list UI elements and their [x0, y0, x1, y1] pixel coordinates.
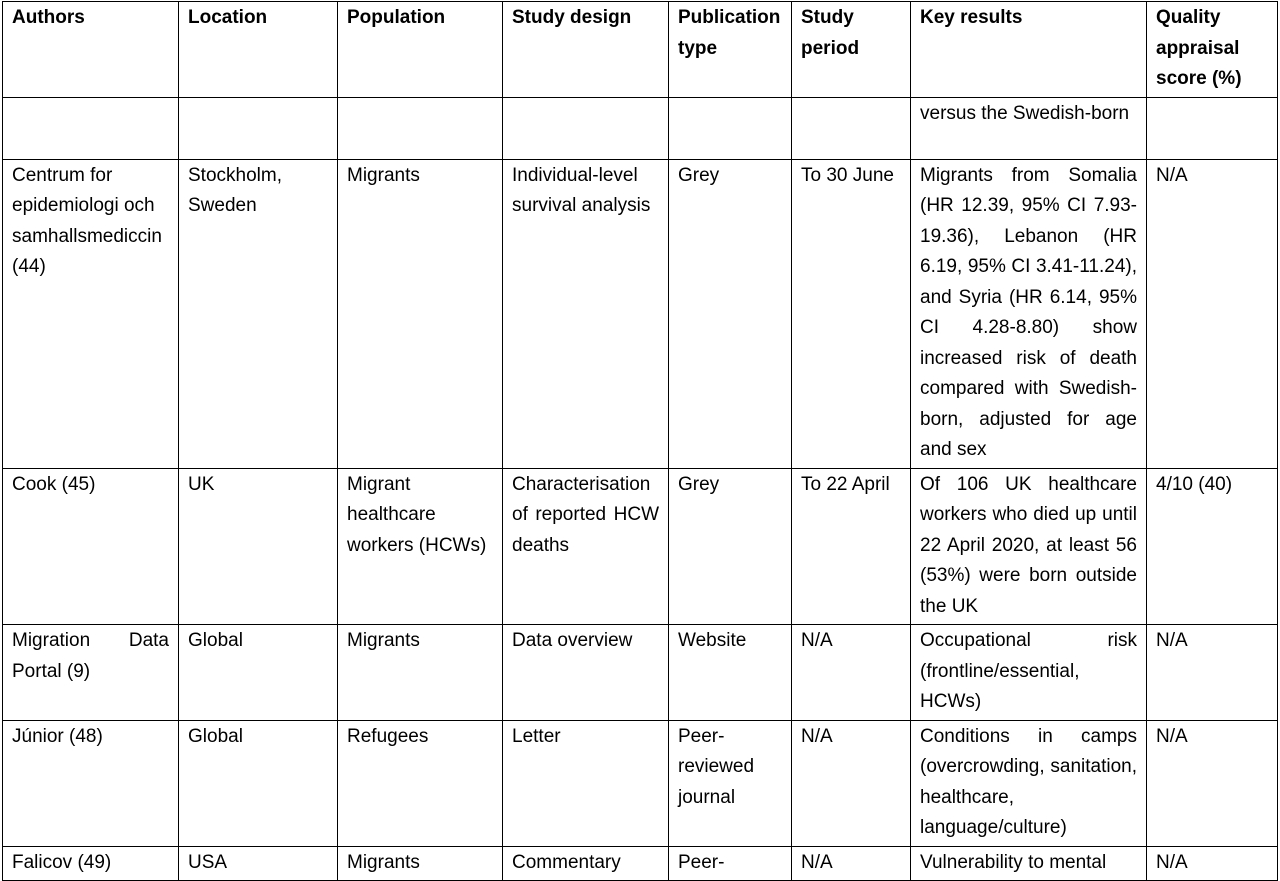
cell-population: Migrants	[338, 846, 503, 881]
header-location: Location	[179, 2, 338, 98]
header-authors: Authors	[3, 2, 179, 98]
table-row	[3, 159, 1278, 468]
header-publication-type: Publication type	[669, 2, 792, 98]
cell-study-period: To 22 April	[792, 468, 911, 625]
cell-key-results: Vulnerability to mental	[911, 846, 1147, 881]
cell-authors: Falicov (49)	[3, 846, 179, 881]
cell-quality-score	[1147, 97, 1278, 159]
header-study-period: Study period	[792, 2, 911, 98]
literature-review-table	[2, 1, 1278, 881]
header-quality-score: Quality appraisal score (%)	[1147, 2, 1278, 98]
cell-key-results: versus the Swedish-born	[911, 97, 1147, 159]
cell-publication-type: Grey	[669, 468, 792, 625]
cell-population: Migrant healthcare workers (HCWs)	[338, 468, 503, 625]
cell-study-design: Characterisation of reported HCW deaths	[503, 468, 669, 625]
table-row	[3, 720, 1278, 846]
cell-population	[338, 97, 503, 159]
cell-study-period: N/A	[792, 625, 911, 721]
cell-authors: Cook (45)	[3, 468, 179, 625]
cell-study-design: Letter	[503, 720, 669, 846]
cell-study-design: Data overview	[503, 625, 669, 721]
header-study-design: Study design	[503, 2, 669, 98]
cell-study-period	[792, 97, 911, 159]
cell-publication-type: Website	[669, 625, 792, 721]
header-population: Population	[338, 2, 503, 98]
cell-publication-type: Peer-	[669, 846, 792, 881]
cell-location: Global	[179, 625, 338, 721]
cell-location	[179, 97, 338, 159]
cell-study-design	[503, 97, 669, 159]
cell-authors: Júnior (48)	[3, 720, 179, 846]
table-row	[3, 97, 1278, 159]
cell-study-design: Commentary	[503, 846, 669, 881]
cell-quality-score: N/A	[1147, 720, 1278, 846]
cell-key-results: Occupational risk (frontline/essential, HCWs)	[911, 625, 1147, 721]
cell-quality-score: N/A	[1147, 159, 1278, 468]
cell-quality-score: N/A	[1147, 625, 1278, 721]
cell-key-results: Conditions in camps (overcrowding, sanitation, healthcare, language/culture)	[911, 720, 1147, 846]
table-row	[3, 468, 1278, 625]
cell-publication-type: Grey	[669, 159, 792, 468]
cell-key-results: Migrants from Somalia (HR 12.39, 95% CI 7.93-19.36), Lebanon (HR 6.19, 95% CI 3.41-11.24), and Syria (HR 6.14, 95% CI 4.28-8.80) show increased risk of death compared with Swedish-born, adjusted for age and sex	[911, 159, 1147, 468]
cell-publication-type	[669, 97, 792, 159]
cell-quality-score: 4/10 (40)	[1147, 468, 1278, 625]
cell-population: Refugees	[338, 720, 503, 846]
table-row	[3, 625, 1278, 721]
cell-quality-score: N/A	[1147, 846, 1278, 881]
cell-population: Migrants	[338, 159, 503, 468]
cell-population: Migrants	[338, 625, 503, 721]
cell-key-results: Of 106 UK healthcare workers who died up until 22 April 2020, at least 56 (53%) were born outside the UK	[911, 468, 1147, 625]
table-header-row	[3, 2, 1278, 98]
cell-location: Global	[179, 720, 338, 846]
table-row	[3, 846, 1278, 881]
cell-authors	[3, 97, 179, 159]
header-key-results: Key results	[911, 2, 1147, 98]
cell-authors: Migration Data Portal (9)	[3, 625, 179, 721]
cell-location: Stockholm, Sweden	[179, 159, 338, 468]
cell-publication-type: Peer-reviewed journal	[669, 720, 792, 846]
cell-location: UK	[179, 468, 338, 625]
cell-location: USA	[179, 846, 338, 881]
cell-study-period: To 30 June	[792, 159, 911, 468]
cell-study-period: N/A	[792, 846, 911, 881]
cell-study-period: N/A	[792, 720, 911, 846]
cell-authors: Centrum for epidemiologi och samhallsmediccin (44)	[3, 159, 179, 468]
cell-study-design: Individual-level survival analysis	[503, 159, 669, 468]
